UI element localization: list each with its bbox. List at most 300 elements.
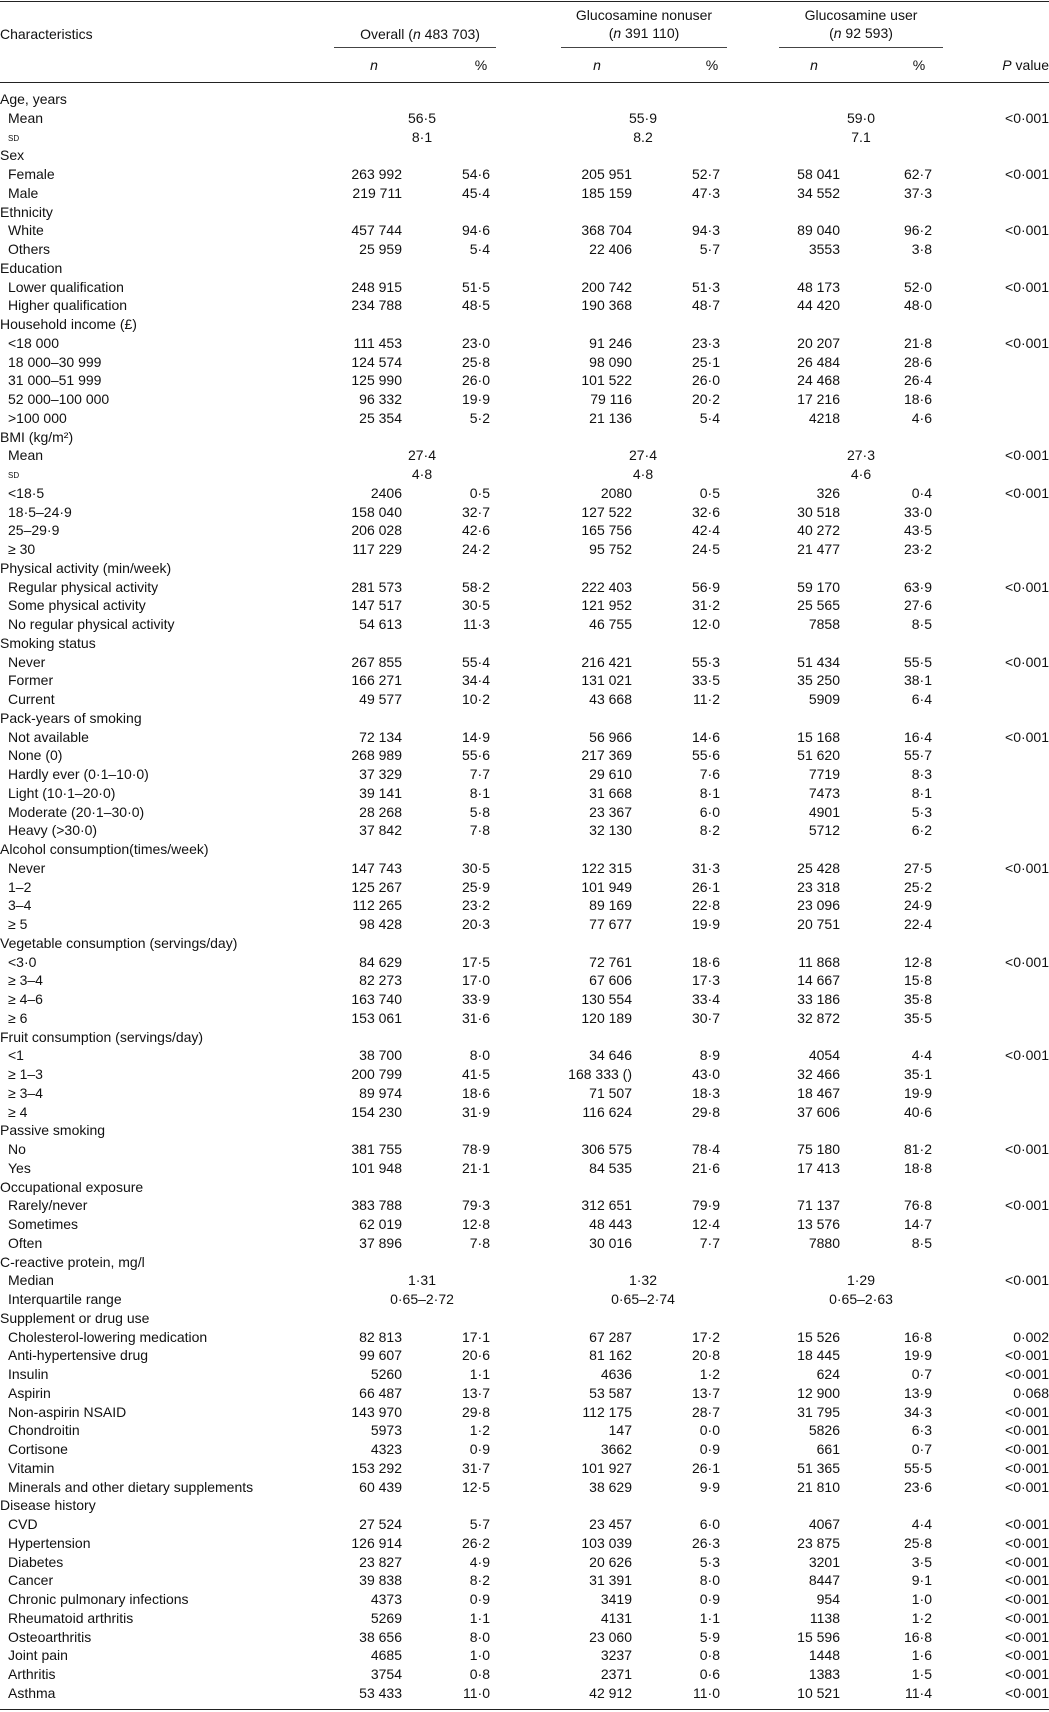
cell-user-pct: 16·8	[903, 1628, 932, 1645]
cell-user-pct: 48·0	[903, 297, 932, 314]
row-label: ≥ 30	[8, 541, 36, 557]
cell-overall-pct: 8·0	[469, 1047, 490, 1064]
row-label: Yes	[8, 1159, 31, 1176]
section-heading: C-reactive protein, mg/l	[0, 1253, 145, 1270]
cell-nonuser-n: 147	[608, 1422, 632, 1439]
cell-user-pct: 35·5	[903, 1009, 932, 1026]
cell-p-value: <0·001	[1005, 447, 1049, 464]
header-rule	[0, 82, 1049, 83]
cell-nonuser-pct: 52·7	[691, 166, 720, 182]
cell-nonuser-pct: 51·3	[691, 278, 720, 295]
cell-overall-n: 25 959	[359, 241, 402, 257]
header-pct-nonuser: %	[705, 57, 719, 73]
cell-nonuser-n: 32 130	[589, 822, 632, 839]
cell-nonuser-n: 101 522	[581, 372, 632, 389]
header-pct-overall: %	[474, 57, 488, 73]
cell-overall-pct: 7·7	[469, 766, 490, 782]
cell-overall-pct: 31·9	[461, 1103, 490, 1120]
cell-user-n: 11 868	[798, 953, 840, 970]
cell-user-pct: 37·3	[903, 184, 932, 201]
cell-nonuser-pct: 5·9	[699, 1628, 720, 1645]
cell-p-value: <0·001	[1005, 1572, 1049, 1589]
cell-overall-n: 38 700	[359, 1047, 402, 1064]
cell-overall-pct: 20·3	[461, 916, 490, 932]
cell-nonuser-pct: 0·0	[699, 1422, 720, 1439]
cell-user-n: 4901	[808, 803, 840, 820]
cell-user-pct: 43·5	[903, 522, 932, 539]
cell-overall-n: 27 524	[359, 1516, 402, 1532]
cell-user-n: 12 900	[797, 1384, 840, 1401]
cell-nonuser-n: 2080	[600, 484, 632, 501]
cell-overall-n: 82 813	[359, 1328, 402, 1345]
cell-user-pct: 81·2	[903, 1141, 932, 1157]
row-label: 1–2	[8, 878, 32, 895]
section-heading: Supplement or drug use	[0, 1309, 150, 1326]
cell-overall-pct: 12·5	[461, 1478, 490, 1495]
cell-overall-n: 112 265	[352, 897, 402, 914]
cell-nonuser-n: 48 443	[589, 1216, 632, 1232]
cell-user-n: 624	[816, 1366, 840, 1382]
cell-p-value: <0·001	[1005, 222, 1049, 239]
cell-overall-pct: 11·3	[463, 616, 490, 632]
cell-merged-value: 1·31	[407, 1272, 437, 1289]
row-label: Aspirin	[8, 1384, 51, 1401]
cell-user-n: 51 620	[797, 747, 840, 764]
cell-user-pct: 11·4	[905, 1684, 932, 1701]
cell-nonuser-pct: 0·5	[699, 484, 720, 501]
section-heading: Physical activity (min/week)	[0, 559, 172, 576]
cell-overall-n: 3754	[370, 1666, 402, 1682]
cell-nonuser-pct: 20·8	[691, 1347, 720, 1364]
cell-nonuser-pct: 8·2	[699, 822, 720, 839]
cell-overall-pct: 32·7	[461, 503, 490, 520]
row-label: White	[8, 222, 44, 239]
header-nonuser-underline	[561, 47, 727, 48]
section-heading: Household income (£)	[0, 316, 137, 332]
cell-p-value: <0·001	[1005, 1609, 1049, 1626]
cell-user-n: 1383	[808, 1666, 840, 1682]
row-label: Cortisone	[8, 1441, 68, 1457]
cell-user-n: 26 484	[797, 353, 840, 370]
cell-user-pct: 62·7	[903, 166, 932, 182]
row-label: Anti-hypertensive drug	[8, 1347, 149, 1364]
cell-user-n: 15 168	[797, 728, 840, 745]
cell-nonuser-pct: 78·4	[691, 1141, 720, 1157]
cell-p-value: 0·002	[1013, 1328, 1049, 1345]
cell-nonuser-n: 4131	[600, 1609, 632, 1626]
section-heading: BMI (kg/m²)	[0, 428, 74, 445]
cell-nonuser-n: 3237	[600, 1647, 632, 1664]
cell-p-value: <0·001	[1005, 166, 1049, 182]
cell-p-value: <0·001	[1005, 1197, 1049, 1214]
row-label: Cancer	[8, 1572, 54, 1589]
cell-overall-n: 267 855	[351, 653, 402, 670]
row-label: Male	[8, 184, 39, 201]
cell-nonuser-pct: 22·8	[691, 897, 720, 914]
cell-overall-pct: 5·2	[469, 409, 490, 426]
cell-user-n: 48 173	[797, 278, 840, 295]
cell-user-pct: 13·9	[903, 1384, 932, 1401]
cell-user-n: 21 477	[797, 541, 840, 557]
row-label: ≥ 5	[8, 916, 28, 932]
cell-overall-n: 89 974	[359, 1084, 402, 1101]
cell-nonuser-n: 2371	[600, 1666, 632, 1682]
cell-overall-n: 153 061	[351, 1009, 402, 1026]
cell-overall-pct: 1·1	[469, 1366, 490, 1382]
cell-nonuser-pct: 5·3	[699, 1553, 720, 1570]
cell-nonuser-n: 112 175	[582, 1403, 632, 1420]
cell-overall-n: 166 271	[351, 672, 402, 689]
cell-overall-n: 49 577	[359, 691, 402, 707]
cell-nonuser-n: 23 457	[589, 1516, 632, 1532]
cell-overall-n: 125 267	[351, 878, 402, 895]
cell-overall-pct: 51·5	[461, 278, 490, 295]
cell-merged-value: 27·4	[407, 447, 437, 464]
cell-overall-pct: 30·5	[461, 597, 490, 614]
cell-overall-n: 101 948	[351, 1159, 402, 1176]
cell-nonuser-pct: 21·6	[691, 1159, 720, 1176]
cell-user-pct: 4·4	[911, 1516, 932, 1532]
top-rule	[0, 1, 1049, 2]
cell-nonuser-n: 31 391	[589, 1572, 632, 1589]
cell-overall-pct: 7·8	[469, 1234, 490, 1251]
cell-merged-value: 8.2	[633, 128, 653, 145]
cell-overall-pct: 34·4	[461, 672, 490, 689]
cell-nonuser-n: 120 189	[581, 1009, 632, 1026]
row-label: 18 000–30 999	[8, 353, 102, 370]
cell-nonuser-n: 71 507	[589, 1084, 632, 1101]
cell-nonuser-pct: 0·6	[699, 1666, 720, 1682]
cell-user-n: 13 576	[797, 1216, 840, 1232]
cell-overall-pct: 7·8	[469, 822, 490, 839]
cell-user-pct: 23·6	[903, 1478, 932, 1495]
row-label: sd	[8, 467, 20, 481]
cell-user-n: 1138	[809, 1609, 840, 1626]
cell-overall-pct: 0·5	[469, 484, 490, 501]
row-label: <1	[8, 1047, 24, 1064]
cell-user-n: 17 413	[797, 1159, 840, 1176]
cell-nonuser-pct: 7·7	[699, 1234, 720, 1251]
cell-user-n: 15 596	[797, 1628, 840, 1645]
section-heading: Passive smoking	[0, 1122, 106, 1139]
cell-overall-n: 5269	[370, 1609, 402, 1626]
cell-nonuser-pct: 13·7	[691, 1384, 720, 1401]
cell-nonuser-pct: 26·3	[691, 1534, 720, 1551]
row-label: Mean	[8, 447, 44, 464]
section-heading: Occupational exposure	[0, 1178, 144, 1195]
cell-overall-pct: 17·5	[461, 953, 490, 970]
cell-overall-pct: 26·0	[461, 372, 490, 389]
cell-nonuser-n: 22 406	[589, 241, 632, 257]
cell-overall-n: 4685	[370, 1647, 402, 1664]
cell-nonuser-n: 200 742	[581, 278, 632, 295]
cell-nonuser-n: 222 403	[581, 578, 632, 595]
cell-user-n: 89 040	[797, 222, 840, 239]
cell-user-pct: 8·1	[911, 784, 932, 801]
row-label: Asthma	[8, 1684, 56, 1701]
cell-nonuser-pct: 55·3	[691, 653, 720, 670]
cell-merged-value: 4·8	[632, 466, 654, 482]
cell-overall-n: 98 428	[359, 916, 402, 932]
cell-merged-value: 59·0	[846, 109, 876, 126]
section-heading: Disease history	[0, 1497, 96, 1514]
cell-merged-value: 27·4	[628, 447, 658, 464]
cell-overall-pct: 1·1	[469, 1609, 490, 1626]
header-n-overall: n	[370, 57, 378, 73]
cell-overall-pct: 12·8	[461, 1216, 490, 1232]
cell-merged-value: 27·3	[846, 447, 876, 464]
cell-overall-pct: 29·8	[461, 1403, 490, 1420]
cell-overall-n: 53 433	[359, 1684, 402, 1701]
cell-user-n: 59 170	[797, 578, 840, 595]
cell-overall-n: 163 740	[351, 991, 402, 1007]
cell-nonuser-n: 185 159	[581, 184, 632, 201]
cell-overall-n: 62 019	[359, 1216, 402, 1232]
cell-overall-pct: 14·9	[461, 728, 490, 745]
cell-overall-n: 124 574	[351, 353, 402, 370]
cell-nonuser-n: 4636	[600, 1366, 632, 1382]
cell-user-pct: 27·6	[903, 597, 932, 614]
cell-p-value: <0·001	[1005, 953, 1049, 970]
cell-overall-pct: 0·9	[469, 1441, 490, 1457]
cell-nonuser-pct: 9·9	[699, 1478, 720, 1495]
cell-user-n: 23 318	[797, 878, 840, 895]
row-label: Non-aspirin NSAID	[8, 1403, 127, 1420]
cell-user-n: 51 434	[797, 653, 840, 670]
cell-overall-n: 383 788	[351, 1197, 402, 1214]
cell-nonuser-n: 84 535	[589, 1159, 632, 1176]
cell-user-pct: 1·6	[911, 1647, 932, 1664]
cell-user-pct: 18·6	[903, 391, 932, 407]
cell-user-n: 24 468	[797, 372, 840, 389]
cell-p-value: <0·001	[1005, 653, 1049, 670]
cell-p-value: <0·001	[1005, 1422, 1049, 1439]
header-overall: Overall (n 483 703)	[360, 26, 480, 42]
row-label: Hardly ever (0·1–10·0)	[8, 766, 149, 782]
cell-overall-pct: 31·6	[461, 1009, 490, 1026]
cell-p-value: <0·001	[1005, 109, 1049, 126]
section-heading: Fruit consumption (servings/day)	[0, 1028, 204, 1045]
cell-nonuser-n: 77 677	[589, 916, 632, 932]
cell-nonuser-pct: 12·4	[691, 1216, 720, 1232]
cell-nonuser-n: 130 554	[581, 991, 632, 1007]
row-label: <3·0	[8, 953, 37, 970]
cell-nonuser-n: 43 668	[589, 691, 632, 707]
cell-overall-pct: 55·6	[461, 747, 490, 764]
cell-user-pct: 52·0	[903, 278, 932, 295]
row-label: Chronic pulmonary infections	[8, 1591, 189, 1607]
cell-overall-n: 39 141	[359, 784, 402, 801]
bottom-rule	[0, 1709, 1049, 1710]
row-label: 3–4	[8, 897, 32, 914]
cell-nonuser-n: 31 668	[589, 784, 632, 801]
cell-nonuser-pct: 8·0	[699, 1572, 720, 1589]
cell-nonuser-n: 46 755	[589, 616, 632, 632]
cell-p-value: <0·001	[1005, 1684, 1049, 1701]
cell-p-value: <0·001	[1005, 1516, 1049, 1532]
cell-user-n: 20 207	[797, 334, 840, 351]
cell-overall-n: 219 711	[352, 184, 402, 201]
cell-user-n: 1448	[808, 1647, 840, 1664]
cell-user-pct: 96·2	[903, 222, 932, 239]
cell-nonuser-n: 101 927	[581, 1459, 632, 1476]
cell-user-n: 25 565	[797, 597, 840, 614]
cell-user-n: 3553	[808, 241, 840, 257]
cell-user-pct: 24·9	[903, 897, 932, 914]
cell-user-n: 37 606	[797, 1103, 840, 1120]
row-label: ≥ 3–4	[8, 972, 43, 989]
cell-overall-pct: 25·9	[461, 878, 490, 895]
cell-merged-value: 8·1	[411, 128, 433, 145]
cell-merged-value: 0·65–2·74	[611, 1291, 675, 1307]
cell-nonuser-n: 67 287	[589, 1328, 632, 1345]
cell-merged-value: 1·29	[846, 1272, 876, 1289]
cell-overall-n: 234 788	[351, 297, 402, 314]
cell-overall-n: 154 230	[351, 1103, 402, 1120]
row-label: Joint pain	[8, 1647, 68, 1664]
cell-p-value: <0·001	[1005, 728, 1049, 745]
cell-nonuser-pct: 14·6	[691, 728, 720, 745]
cell-overall-pct: 21·1	[461, 1159, 490, 1176]
cell-overall-n: 2406	[370, 484, 402, 501]
cell-user-pct: 35·1	[903, 1066, 932, 1082]
cell-user-n: 5909	[808, 691, 840, 707]
cell-overall-n: 28 268	[359, 803, 402, 820]
cell-user-n: 58 041	[797, 166, 840, 182]
cell-nonuser-n: 91 246	[589, 334, 632, 351]
cell-nonuser-pct: 8·1	[699, 784, 720, 801]
cell-user-pct: 19·9	[903, 1347, 932, 1364]
cell-user-n: 954	[816, 1591, 840, 1607]
cell-nonuser-pct: 11·2	[693, 691, 720, 707]
row-label: Moderate (20·1–30·0)	[8, 803, 145, 820]
cell-nonuser-n: 165 756	[581, 522, 632, 539]
cell-overall-pct: 23·2	[461, 897, 490, 914]
row-label: 25–29·9	[8, 522, 60, 539]
cell-user-n: 44 420	[797, 297, 840, 314]
cell-nonuser-n: 190 368	[581, 297, 632, 314]
cell-nonuser-n: 98 090	[589, 353, 632, 370]
row-label: Regular physical activity	[8, 578, 159, 595]
cell-nonuser-n: 67 606	[589, 972, 632, 989]
cell-user-pct: 14·7	[903, 1216, 932, 1232]
cell-p-value: <0·001	[1005, 334, 1049, 351]
cell-overall-pct: 17·1	[461, 1328, 490, 1345]
row-label: sd	[8, 129, 20, 144]
cell-nonuser-n: 103 039	[581, 1534, 632, 1551]
cell-user-pct: 1·5	[911, 1666, 932, 1682]
cell-overall-n: 381 755	[351, 1141, 402, 1157]
row-label: <18 000	[8, 334, 59, 351]
cell-overall-n: 158 040	[351, 503, 402, 520]
cell-overall-n: 153 292	[351, 1459, 402, 1476]
cell-user-pct: 0·7	[911, 1366, 932, 1382]
cell-nonuser-pct: 20·2	[691, 391, 720, 407]
cell-nonuser-pct: 29·8	[691, 1103, 720, 1120]
cell-nonuser-pct: 17·2	[691, 1328, 720, 1345]
header-characteristics: Characteristics	[0, 26, 93, 42]
cell-user-pct: 76·8	[903, 1197, 932, 1214]
cell-user-pct: 38·1	[903, 672, 932, 689]
row-label: Cholesterol-lowering medication	[8, 1328, 208, 1345]
cell-user-pct: 19·9	[903, 1084, 932, 1101]
row-label: ≥ 4–6	[8, 991, 43, 1007]
cell-user-pct: 27·5	[903, 859, 932, 876]
cell-user-pct: 40·6	[903, 1103, 932, 1120]
row-label: Minerals and other dietary supplements	[8, 1478, 254, 1495]
row-label: No regular physical activity	[8, 616, 175, 632]
cell-overall-n: 99 607	[359, 1347, 402, 1364]
cell-overall-n: 96 332	[359, 391, 402, 407]
row-label: 31 000–51 999	[8, 372, 102, 389]
cell-nonuser-pct: 47·3	[691, 184, 720, 201]
cell-overall-n: 268 989	[351, 747, 402, 764]
cell-nonuser-pct: 18·3	[691, 1084, 720, 1101]
header-pct-user: %	[912, 57, 926, 73]
cell-nonuser-n: 29 610	[589, 766, 632, 782]
cell-overall-pct: 8·1	[469, 784, 490, 801]
header-n-nonuser: n	[593, 57, 601, 73]
cell-overall-pct: 4·9	[469, 1553, 490, 1570]
cell-nonuser-n: 72 761	[589, 953, 632, 970]
cell-user-n: 32 466	[797, 1066, 840, 1082]
cell-user-pct: 6·3	[911, 1422, 932, 1439]
cell-overall-n: 5260	[370, 1366, 402, 1382]
cell-overall-n: 60 439	[359, 1478, 402, 1495]
cell-p-value: <0·001	[1005, 1666, 1049, 1682]
cell-merged-value: 4·8	[411, 466, 433, 482]
row-label: ≥ 4	[8, 1103, 28, 1120]
cell-overall-pct: 5·4	[469, 241, 490, 257]
cell-user-pct: 28·6	[903, 353, 932, 370]
cell-user-pct: 0·4	[911, 484, 932, 501]
cell-user-pct: 25·2	[903, 878, 932, 895]
section-heading: Vegetable consumption (servings/day)	[0, 934, 238, 951]
cell-nonuser-pct: 28·7	[691, 1403, 720, 1420]
cell-user-n: 15 526	[797, 1328, 840, 1345]
cell-p-value: <0·001	[1005, 278, 1049, 295]
cell-user-pct: 8·5	[911, 616, 932, 632]
section-heading: Pack-years of smoking	[0, 709, 142, 726]
cell-user-n: 5826	[808, 1422, 840, 1439]
cell-user-n: 4218	[808, 409, 840, 426]
cell-overall-pct: 17·0	[461, 972, 490, 989]
cell-overall-pct: 18·6	[461, 1084, 490, 1101]
cell-p-value: <0·001	[1005, 859, 1049, 876]
cell-overall-pct: 5·8	[469, 803, 490, 820]
cell-user-n: 18 445	[797, 1347, 840, 1364]
row-label: Lower qualification	[8, 278, 124, 295]
cell-overall-n: 5973	[370, 1422, 402, 1439]
row-label: <18·5	[8, 484, 45, 501]
cell-user-n: 30 518	[797, 503, 840, 520]
cell-nonuser-n: 116 624	[582, 1103, 632, 1120]
cell-overall-n: 23 827	[359, 1553, 402, 1570]
cell-user-pct: 16·8	[903, 1328, 932, 1345]
cell-nonuser-n: 127 522	[581, 503, 632, 520]
cell-nonuser-pct: 1·1	[699, 1609, 720, 1626]
cell-nonuser-n: 3662	[600, 1441, 632, 1457]
cell-nonuser-pct: 0·9	[699, 1591, 720, 1607]
cell-user-pct: 18·8	[903, 1159, 932, 1176]
cell-user-n: 4054	[808, 1047, 840, 1064]
cell-overall-pct: 5·7	[469, 1516, 490, 1532]
row-label: Some physical activity	[8, 597, 146, 614]
cell-nonuser-n: 21 136	[589, 409, 632, 426]
cell-overall-n: 126 914	[351, 1534, 402, 1551]
cell-nonuser-pct: 25·1	[691, 353, 720, 370]
cell-p-value: <0·001	[1005, 578, 1049, 595]
